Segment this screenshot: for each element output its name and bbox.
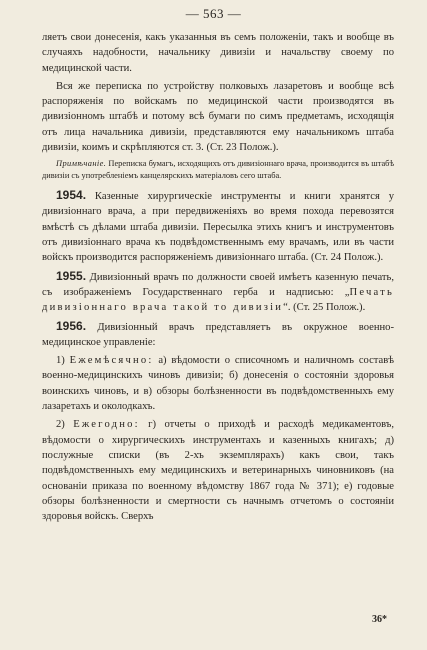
note-label: Примѣчаніе. <box>56 159 107 169</box>
section-1955 <box>42 269 394 316</box>
signature-mark: 36* <box>372 614 387 625</box>
item-number-2: 2) <box>56 419 74 431</box>
section-text-1955-b: “. (Ст. 25 Полож.). <box>283 302 366 314</box>
section-1956 <box>42 319 394 351</box>
paragraph-continuation: ляетъ свои донесенія, какъ указанныя въ семъ положеніи, такъ и вообще въ случаяхъ надобности, начальнику дивизіи и начальству своему по медицинской части. <box>42 32 394 74</box>
item-heading-yearly: Ежегодно: <box>73 419 140 431</box>
item-text-monthly: а) вѣдомости о списочномъ и наличномъ составѣ военно-медицинскихъ чиновъ дивизіи; б) донесенія о состояніи здоровья воинскихъ чиновъ, и в) обзоры болѣзненности въ подвѣдомственныхъ ему лазаретахъ и околодкахъ. <box>42 355 394 413</box>
seal-inscription: Печать дивизіоннаго врача такой то дивизіи <box>42 286 394 314</box>
section-text-1955-a: Дивизіонный врачъ по должности своей имѣетъ казенную печать, съ изображеніемъ Государственнаго герба и надписью: „ <box>42 271 394 298</box>
section-1954 <box>42 188 394 265</box>
note-paragraph <box>42 158 394 181</box>
item-heading-monthly: Ежемѣсячно: <box>69 355 154 367</box>
item-number-1: 1) <box>56 355 70 367</box>
body-text <box>42 30 394 524</box>
paragraph-correspondence: Вся же переписка по устройству полковыхъ лазаретовъ и вообще всѣ распоряженія по войскамъ по медицинской части производятся въ дивизіонномъ штабѣ и потому всѣ бумаги по симъ предметамъ, исходящія отъ лица начальника дивизіи, представляются ему начальникомъ штаба дивизіи, коимъ и скрѣпляются ст. 3. (Ст. 23 Полож.). <box>42 80 394 154</box>
item-text-yearly: г) отчеты о приходѣ и расходѣ медикаментовъ, вѣдомости о хирургическихъ инструментахъ и казенныхъ книгахъ; д) послужные списки (въ 2-хъ экземплярахъ) какъ свои, такъ подвѣдомственныхъ ему медицинскихъ и ветеринарныхъ чиновниковъ (на основаніи приказа по военному вѣдомству 1867 года № 371); е) годовые обзоры болѣзненности и смертности съ начнымъ отчетомъ о состояніи здоровья войскъ. Сверхъ <box>42 419 394 523</box>
section-number-1954: 1954. <box>56 188 87 203</box>
section-number-1955: 1955. <box>56 268 87 283</box>
section-number-1956: 1956. <box>56 318 87 333</box>
section-text-1954: Казенные хирургическіе инструменты и книги хранятся у дивизіоннаго врача, а при передвиженіяхъ во время похода перевозятся вмѣстѣ съ дѣлами штаба дивизіи. Пересылка этихъ книгъ и инструментовъ отъ дивизіоннаго врача къ подвѣдомственнымъ ему врачамъ, или въ части войскъ производится распоряженіемъ дивизіоннаго штаба. (Ст. 24 Полож.). <box>42 191 394 264</box>
section-text-1956: Дивизіонный врачъ представляетъ въ окружное военно-медицинское управленіе: <box>42 321 394 348</box>
list-item-monthly <box>42 353 394 414</box>
list-item-yearly <box>42 417 394 524</box>
page-number: — 563 — <box>185 6 242 21</box>
note-text: Переписка бумагъ, исходящихъ отъ дивизіоннаго врача, производится въ штабѣ дивизіи съ употребленіемъ канцелярскихъ матеріаловъ сего штаба. <box>42 159 394 180</box>
